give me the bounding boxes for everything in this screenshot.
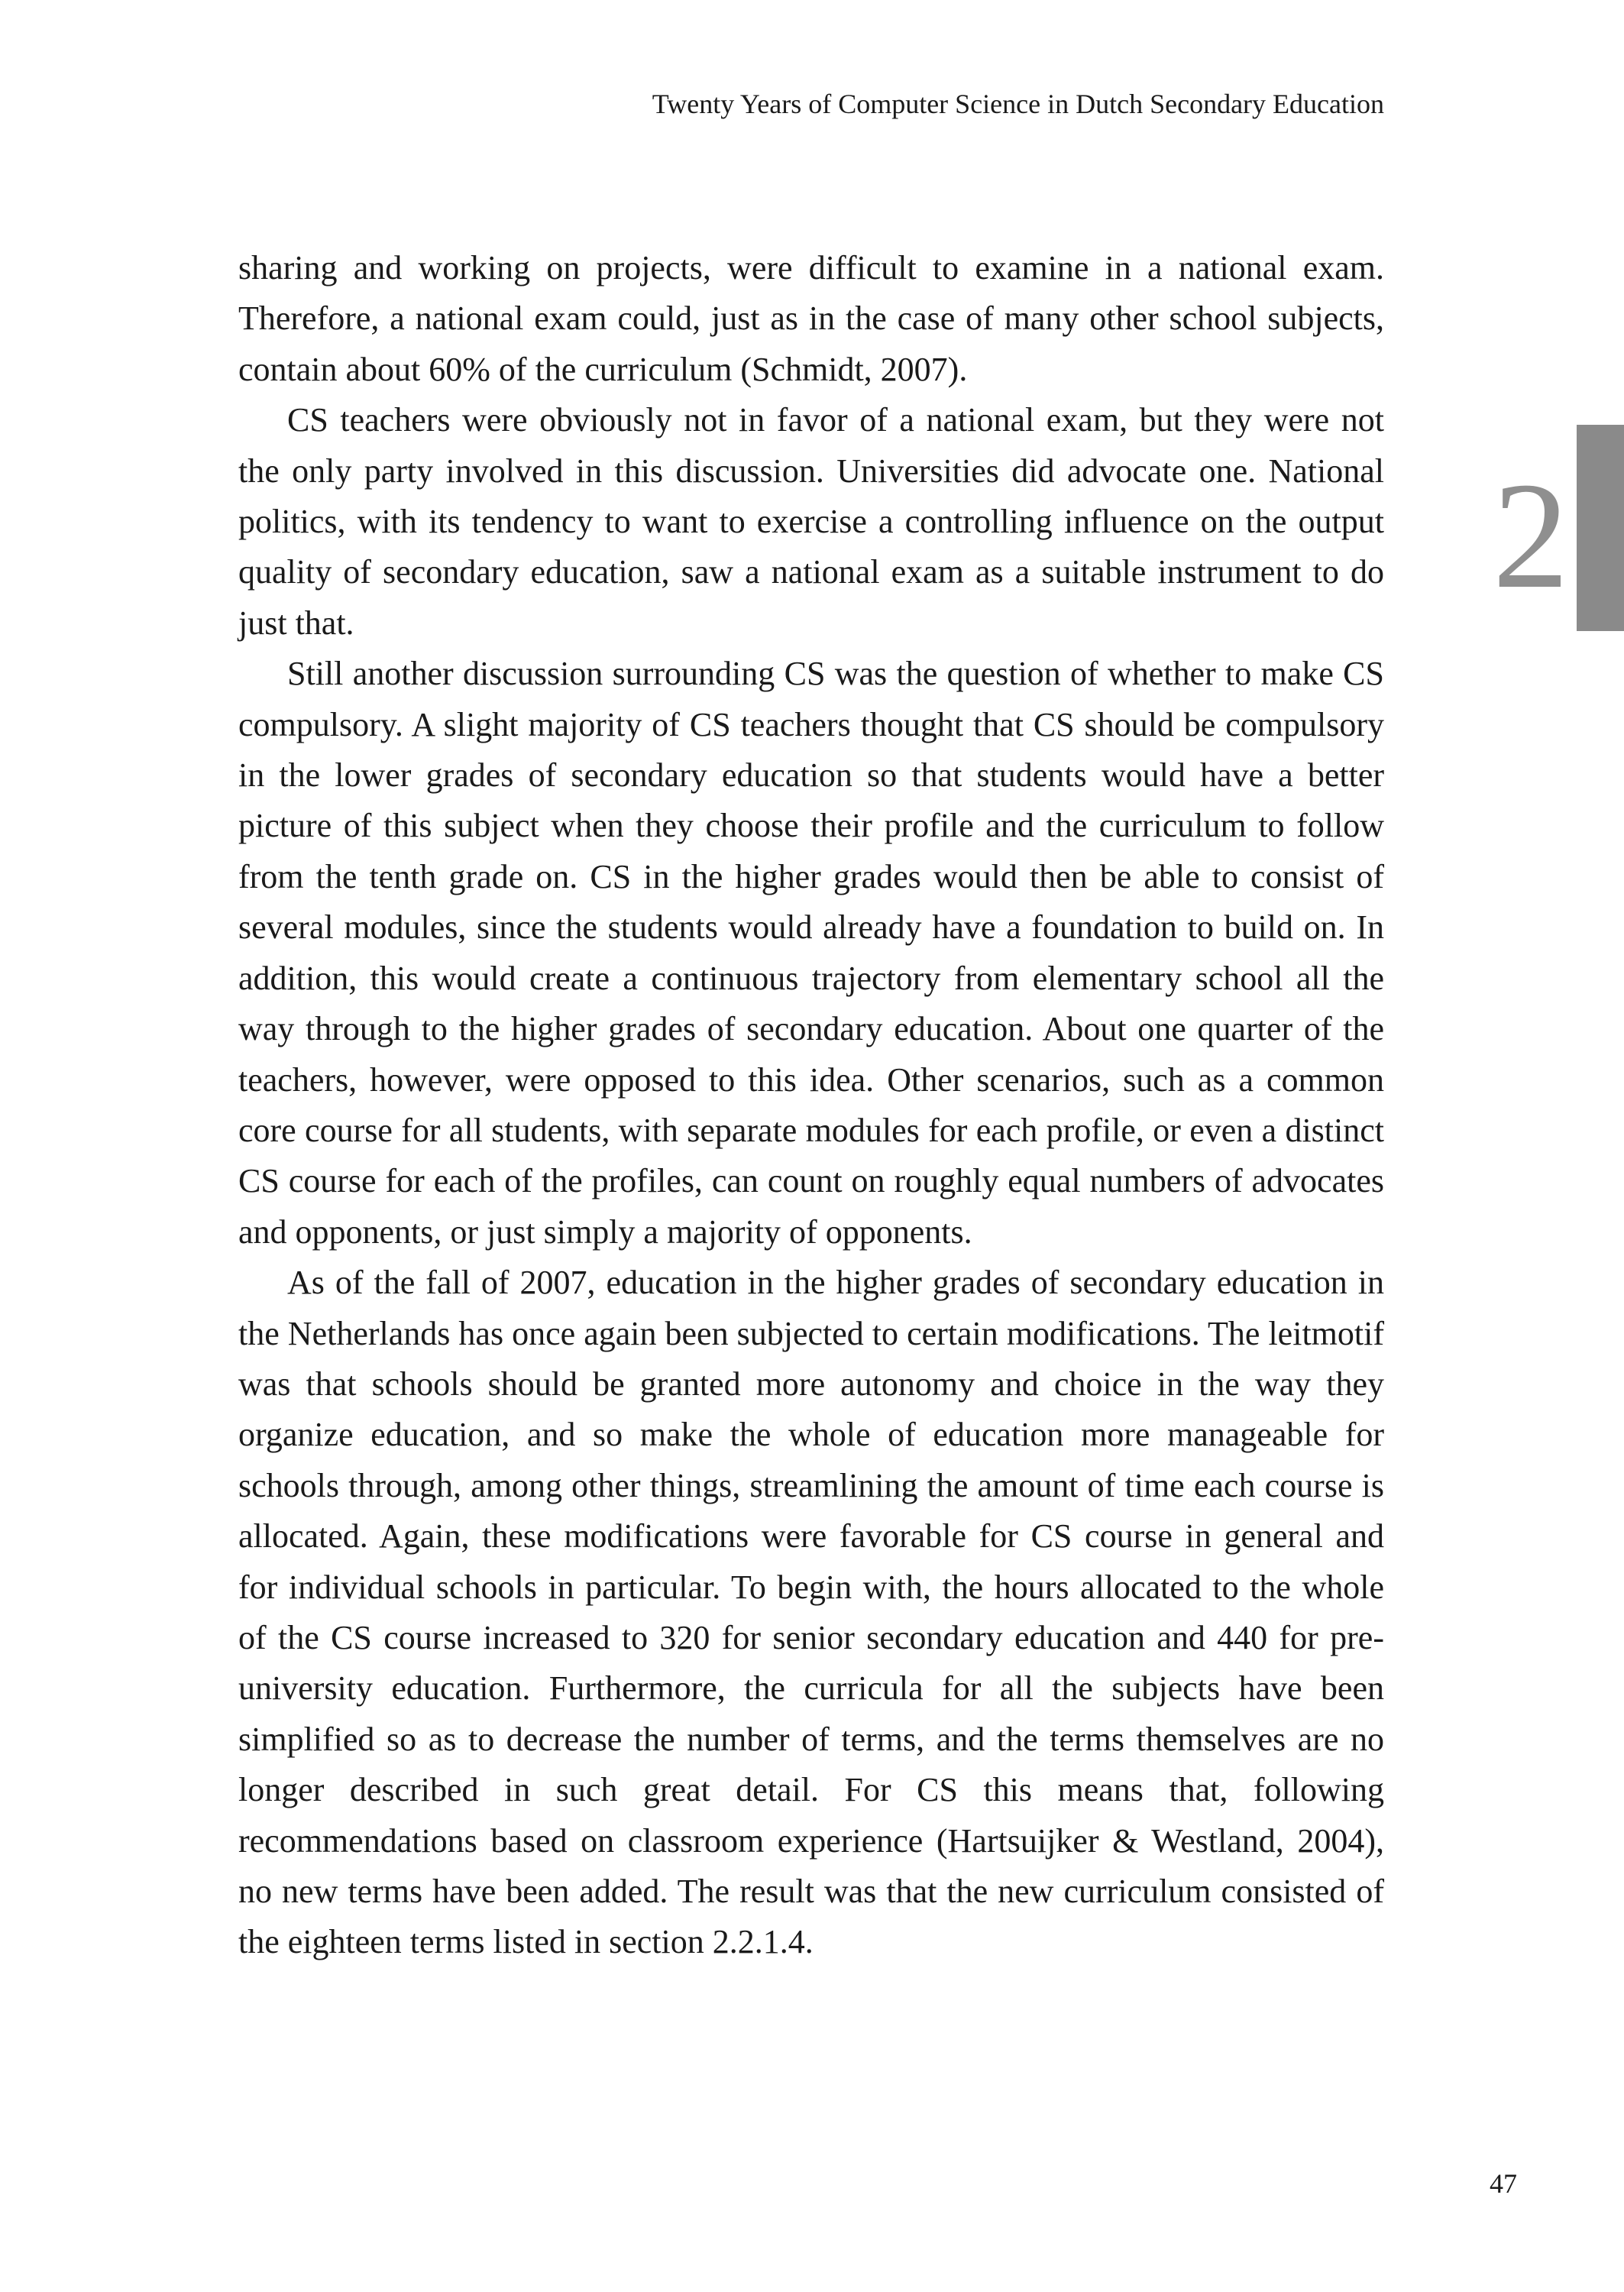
page-number: 47 <box>1490 2168 1517 2199</box>
paragraph-1: sharing and working on projects, were difficult to examine in a national exam. Therefore, a national exam could, just as in the case of many other school subjects, contain about 60% of the curriculum (Schmidt, 2007). <box>238 249 1384 388</box>
paragraph-3: Still another discussion surrounding CS was the question of whether to make CS compulsory. A slight majority of CS teachers thought that CS should be compulsory in the lower grades of secondary education so that students would have a better picture of this subject when they choose their profile and the curriculum to follow from the tenth grade on. CS in the higher grades would then be able to consist of several modules, since the students would already have a foundation to build on. In addition, this would create a continuous trajectory from elementary school all the way through to the higher grades of secondary education. About one quarter of the teachers, however, were opposed to this idea. Other scenarios, such as a common core course for all students, with separate modules for each profile, or even a distinct CS course for each of the profiles, can count on roughly equal numbers of advocates and opponents, or just simply a majority of opponents. <box>238 655 1384 1251</box>
chapter-tab-marker <box>1577 425 1624 631</box>
running-head: Twenty Years of Computer Science in Dutch Secondary Education <box>652 89 1384 119</box>
paragraph-4: As of the fall of 2007, education in the higher grades of secondary education in the Netherlands has once again been subjected to certain modifications. The leitmotif was that schools should be granted more autonomy and choice in the way they organize education, and so make the whole of education more manageable for schools through, among other things, streamlining the amount of time each course is allocated. Again, these modifications were favorable for CS course in general and for individual schools in particular. To begin with, the hours allocated to the whole of the CS course increased to 320 for senior secondary education and 440 for pre-university education. Furthermore, the curricula for all the subjects have been simplified so as to decrease the number of terms, and the terms themselves are no longer described in such great detail. For CS this means that, following recommendations based on classroom experience (Hartsuijker & Westland, 2004), no new terms have been added. The result was that the new curriculum consisted of the eighteen terms listed in section 2.2.1.4. <box>238 1264 1384 1961</box>
paragraph-2: CS teachers were obviously not in favor of a national exam, but they were not the only party involved in this discussion. Universities did advocate one. National politics, with its tendency to want to exercise a controlling influence on the output quality of secondary education, saw a national exam as a suitable instrument to do just that. <box>238 401 1384 642</box>
body-text <box>238 243 1384 1968</box>
chapter-number: 2 <box>1493 452 1569 620</box>
